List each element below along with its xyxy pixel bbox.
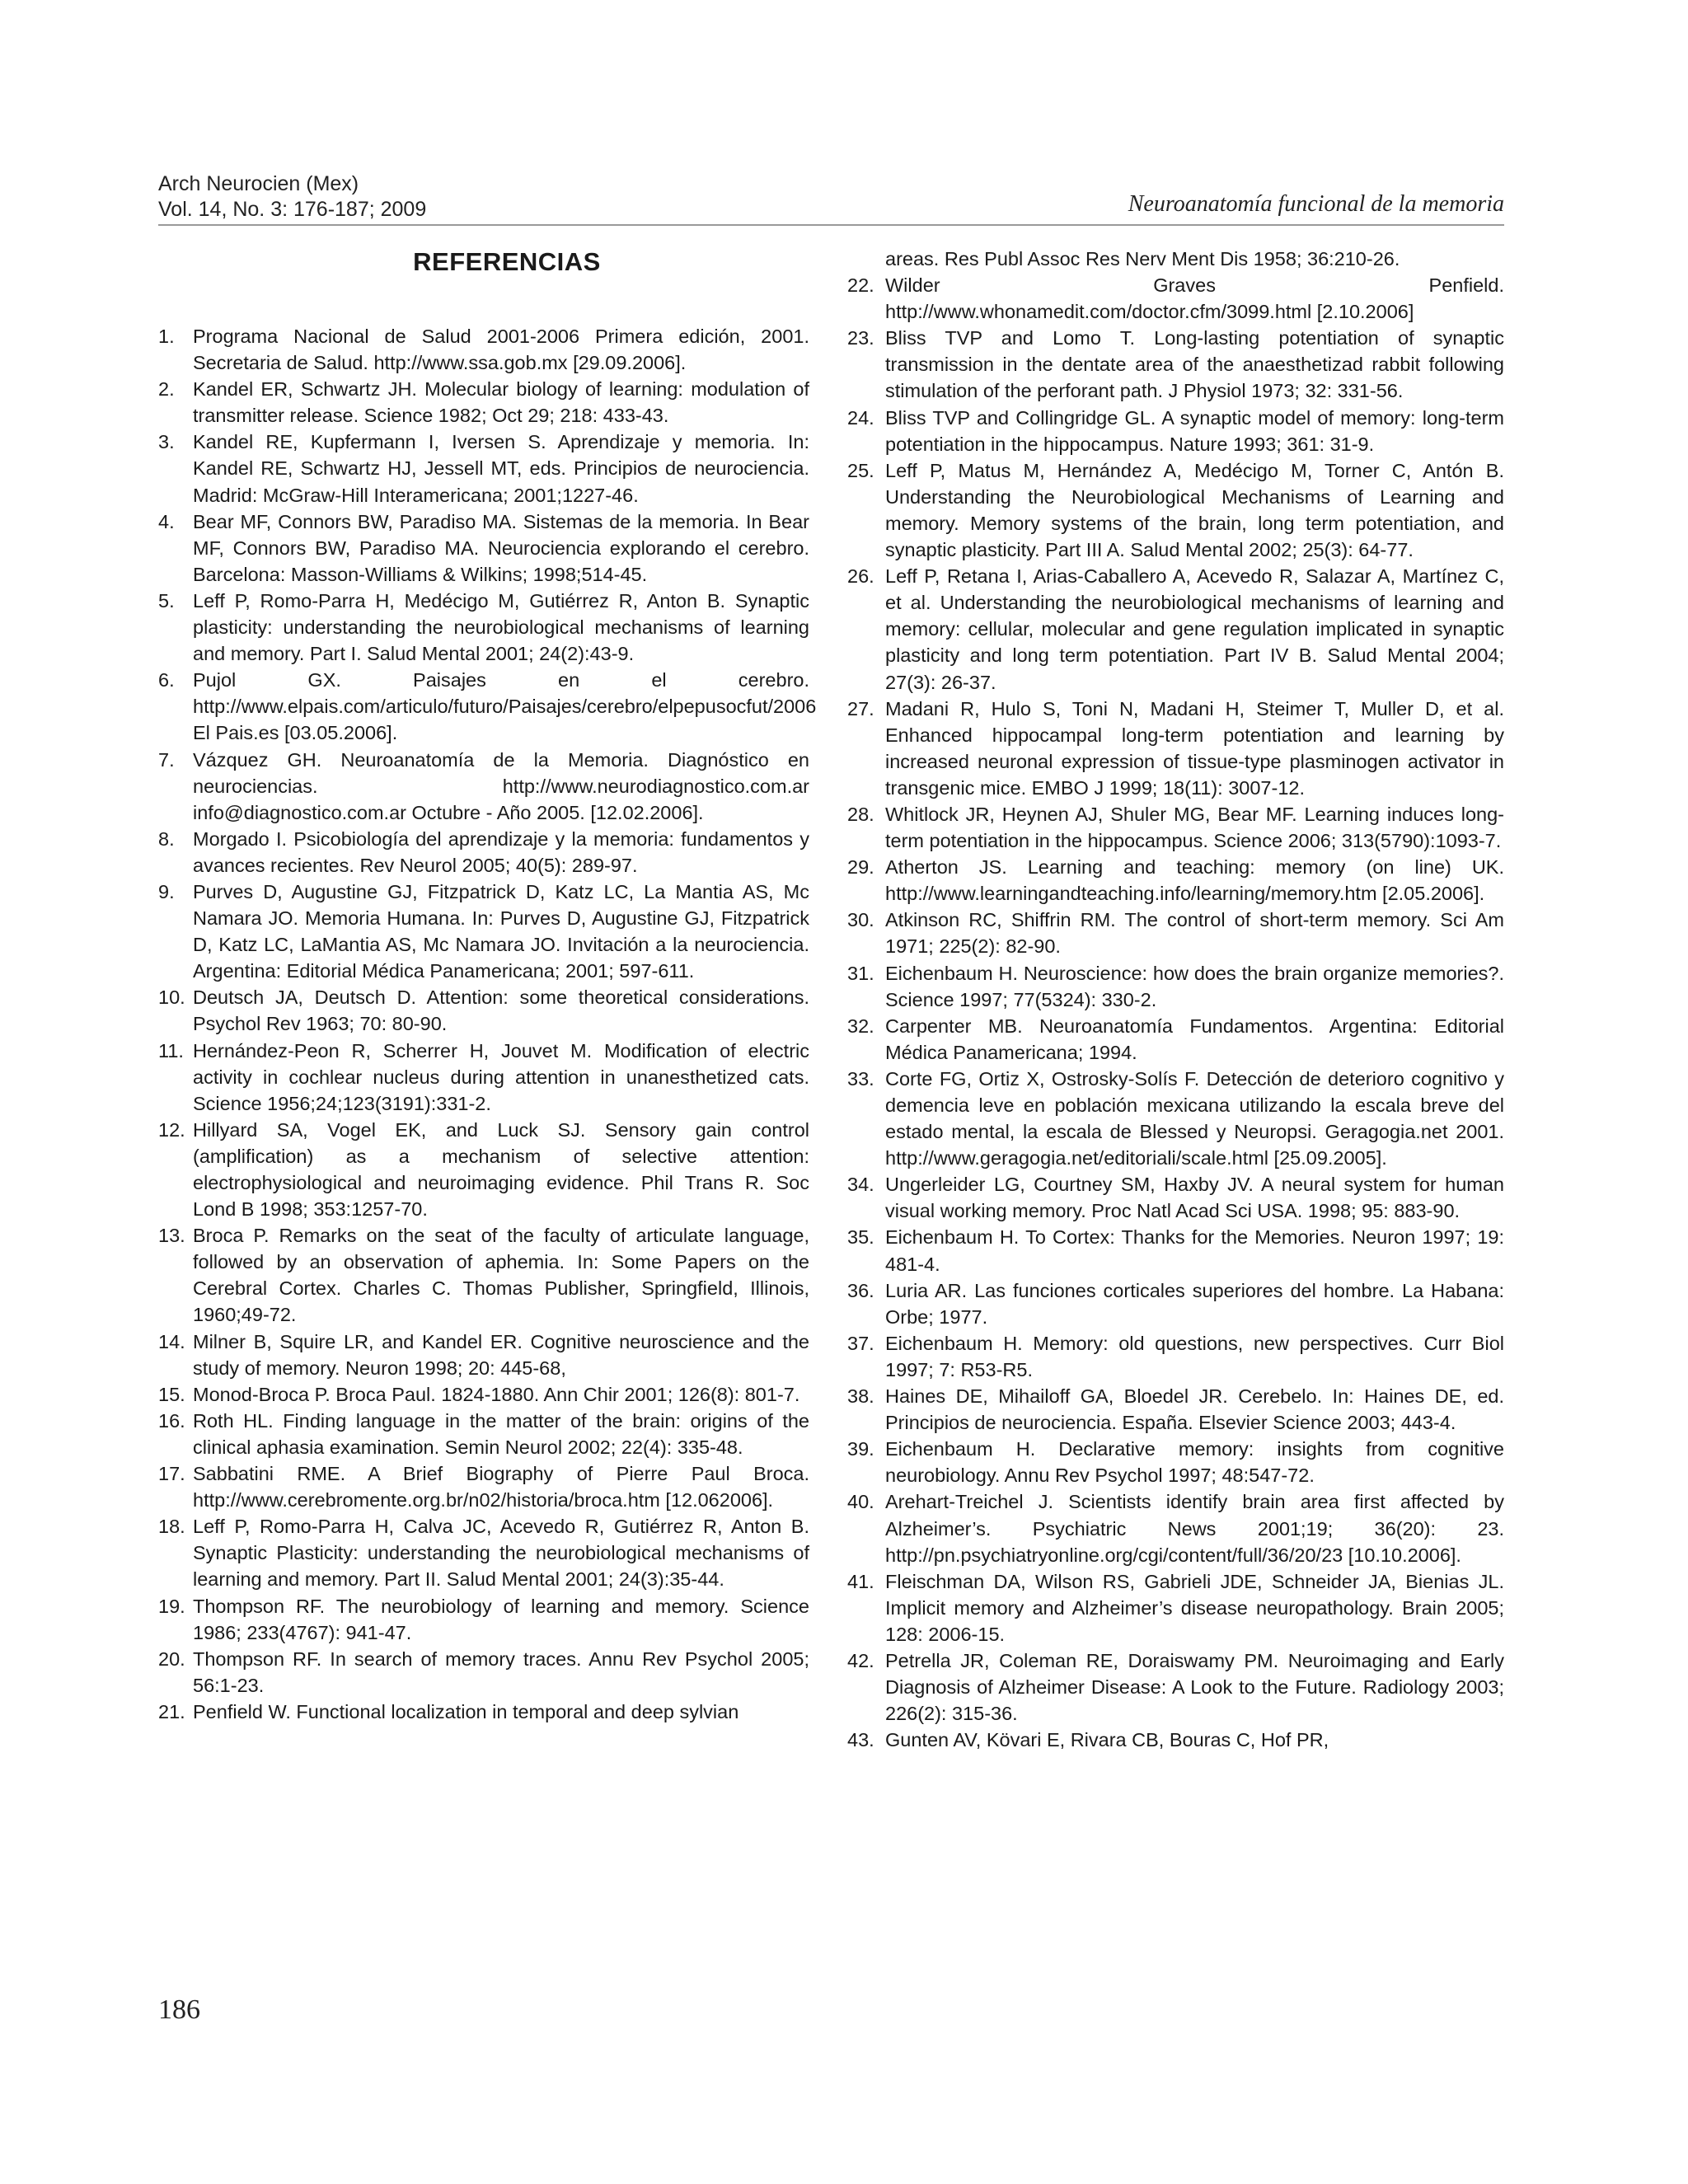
- reference-number: 35.: [847, 1226, 874, 1249]
- reference-text: Leff P, Matus M, Hernández A, Medécigo M, Torner C, Antón B. Understanding the Neurobiological Mechanisms of Learning and memory. Memory systems of the brain, long term potentiation, and synaptic plasticity. Part III A. Salud Mental 2002; 25(3): 64-77.: [885, 459, 1504, 561]
- reference-item: [847, 1436, 1504, 1488]
- reference-text: Broca P. Remarks on the seat of the faculty of articulate language, followed by an observation of aphemia. In: Some Papers on the Cerebral Cortex. Charles C. Thomas Publisher, Springfield, Illinois, 1960;49-72.: [193, 1225, 809, 1326]
- reference-item: [847, 696, 1504, 801]
- reference-text: Eichenbaum H. Declarative memory: insights from cognitive neurobiology. Annu Rev Psychol 1997; 48:547-72.: [885, 1438, 1504, 1487]
- reference-number: 2.: [158, 378, 175, 401]
- reference-item: [158, 1038, 809, 1117]
- reference-text: Leff P, Romo-Parra H, Medécigo M, Gutiérrez R, Anton B. Synaptic plasticity: understanding the neurobiological mechanisms of learning and memory. Part I. Salud Mental 2001; 24(2):43-9.: [193, 589, 809, 665]
- reference-text: Bear MF, Connors BW, Paradiso MA. Sistemas de la memoria. In Bear MF, Connors BW, Paradiso MA. Neurociencia explorando el cerebro. Barcelona: Masson-Williams & Wilkins; 1998;514-45.: [193, 510, 809, 585]
- reference-item: [158, 1381, 809, 1408]
- reference-number: 11.: [158, 1039, 184, 1062]
- reference-text: Thompson RF. In search of memory traces. Annu Rev Psychol 2005; 56:1-23.: [193, 1647, 809, 1696]
- reference-item: [158, 1222, 809, 1328]
- reference-item: [847, 1488, 1504, 1568]
- reference-item: [847, 1277, 1504, 1330]
- reference-number: 6.: [158, 669, 175, 691]
- reference-item: [158, 1408, 809, 1460]
- reference-text: Atherton JS. Learning and teaching: memory (on line) UK. http://www.learningandteaching.info/learning/memory.htm [2.05.2006].: [885, 856, 1504, 905]
- reference-text: Haines DE, Mihailoff GA, Bloedel JR. Cerebelo. In: Haines DE, ed. Principios de neurociencia. España. Elsevier Science 2003; 443-4.: [885, 1385, 1504, 1434]
- reference-number: 31.: [847, 962, 874, 984]
- reference-number: 41.: [847, 1570, 874, 1592]
- header-divider: [158, 224, 1504, 226]
- reference-text: Pujol GX. Paisajes en el cerebro. http://www.elpais.com/articulo/futuro/Paisajes/cerebro/elpepusocfut/2006 El Pais.es [03.05.2006].: [193, 669, 817, 744]
- reference-item: [158, 429, 809, 508]
- reference-item: [847, 854, 1504, 907]
- journal-volume: Vol. 14, No. 3: 176-187; 2009: [158, 198, 427, 221]
- reference-item: [847, 1066, 1504, 1171]
- reference-item: [158, 1646, 809, 1699]
- reference-number: 38.: [847, 1385, 874, 1408]
- reference-number: 22.: [847, 274, 874, 297]
- reference-text: Madani R, Hulo S, Toni N, Madani H, Steimer T, Muller D, et al. Enhanced hippocampal long-term potentiation and learning by increased neuronal expression of tissue-type plasminogen activator in transgenic mice. EMBO J 1999; 18(11): 3007-12.: [885, 697, 1504, 799]
- reference-number: 9.: [158, 880, 175, 902]
- reference-item: [847, 801, 1504, 854]
- reference-number: 25.: [847, 459, 874, 481]
- reference-item: [158, 376, 809, 429]
- reference-text: Fleischman DA, Wilson RS, Gabrieli JDE, Schneider JA, Bienias JL. Implicit memory and Alzheimer’s disease neuropathology. Brain 2005; 128: 2006-15.: [885, 1570, 1504, 1645]
- reference-item: [847, 1647, 1504, 1727]
- reference-item: [158, 879, 809, 984]
- reference-item: [847, 1727, 1504, 1753]
- reference-item: [158, 667, 817, 746]
- reference-item: [847, 1330, 1504, 1383]
- references-list-left: [158, 323, 817, 1725]
- reference-number: 33.: [847, 1067, 874, 1090]
- reference-number: 17.: [158, 1463, 185, 1485]
- reference-text: Roth HL. Finding language in the matter of the brain: origins of the clinical aphasia examination. Semin Neurol 2002; 22(4): 335-48.: [193, 1409, 809, 1458]
- reference-number: 34.: [847, 1174, 874, 1196]
- reference-text: Luria AR. Las funciones corticales superiores del hombre. La Habana: Orbe; 1977.: [885, 1279, 1504, 1328]
- reference-text: Monod-Broca P. Broca Paul. 1824-1880. Ann Chir 2001; 126(8): 801-7.: [193, 1383, 800, 1405]
- reference-text: Kandel ER, Schwartz JH. Molecular biology of learning: modulation of transmitter release. Science 1982; Oct 29; 218: 433-43.: [193, 378, 809, 427]
- reference-number: 5.: [158, 589, 175, 612]
- reference-item: [158, 323, 809, 376]
- reference-number: 20.: [158, 1647, 185, 1670]
- running-title: Neuroanatomía funcional de la memoria: [1128, 191, 1504, 217]
- reference-text: Vázquez GH. Neuroanatomía de la Memoria. Diagnóstico en neurociencias. http://www.neurodiagnostico.com.ar info@diagnostico.com.ar Octubre - Año 2005. [12.02.2006].: [193, 748, 809, 823]
- reference-item: [847, 563, 1504, 695]
- reference-text: Carpenter MB. Neuroanatomía Fundamentos. Argentina: Editorial Médica Panamericana; 1994.: [885, 1015, 1504, 1063]
- reference-number: 7.: [158, 748, 175, 771]
- reference-item: [847, 907, 1504, 959]
- reference-number: 32.: [847, 1015, 874, 1037]
- reference-text: Wilder Graves Penfield. http://www.whonamedit.com/doctor.cfm/3099.html [2.10.2006]: [885, 274, 1504, 323]
- reference-item: [847, 1013, 1504, 1066]
- reference-number: 39.: [847, 1438, 874, 1460]
- reference-text: Eichenbaum H. Neuroscience: how does the brain organize memories?. Science 1997; 77(5324): 330-2.: [885, 962, 1504, 1010]
- reference-item: [158, 747, 809, 826]
- reference-number: 10.: [158, 987, 185, 1009]
- reference-item: [158, 588, 809, 667]
- reference-item: [847, 1224, 1504, 1277]
- reference-item: [847, 405, 1504, 457]
- reference-text: Purves D, Augustine GJ, Fitzpatrick D, Katz LC, La Mantia AS, Mc Namara JO. Memoria Humana. In: Purves D, Augustine GJ, Fitzpatrick D, Katz LC, LaMantia AS, Mc Namara JO. Invitación a la neurociencia. Argentina: Editorial Médica Panamericana; 2001; 597-611.: [193, 880, 809, 982]
- reference-number: 21.: [158, 1700, 185, 1722]
- reference-text: Thompson RF. The neurobiology of learning and memory. Science 1986; 233(4767): 941-47.: [193, 1595, 809, 1643]
- reference-text: Bliss TVP and Collingridge GL. A synaptic model of memory: long-term potentiation in the hippocampus. Nature 1993; 361: 31-9.: [885, 406, 1504, 455]
- journal-name: Arch Neurocien (Mex): [158, 172, 359, 195]
- reference-number: 27.: [847, 697, 874, 719]
- reference-item: [847, 960, 1504, 1013]
- reference-item: [158, 984, 809, 1037]
- reference-text: Leff P, Retana I, Arias-Caballero A, Acevedo R, Salazar A, Martínez C, et al. Understanding the neurobiological mechanisms of learning and memory: cellular, molecular and gene regulation implicated in synaptic plasticity and long term potentiation. Part IV B. Salud Mental 2004; 27(3): 26-37.: [885, 565, 1504, 693]
- page-number: 186: [158, 1994, 200, 2025]
- references-list-right: [847, 246, 1504, 1753]
- reference-item: [847, 1383, 1504, 1436]
- reference-text: Eichenbaum H. To Cortex: Thanks for the Memories. Neuron 1997; 19: 481-4.: [885, 1226, 1504, 1275]
- reference-text: areas. Res Publ Assoc Res Nerv Ment Dis 1958; 36:210-26.: [885, 248, 1400, 269]
- reference-text: Morgado I. Psicobiología del aprendizaje y la memoria: fundamentos y avances recientes. Rev Neurol 2005; 40(5): 289-97.: [193, 827, 809, 876]
- reference-number: 13.: [158, 1225, 185, 1247]
- reference-text: Gunten AV, Kövari E, Rivara CB, Bouras C, Hof PR,: [885, 1729, 1329, 1751]
- reference-item: [847, 325, 1504, 404]
- reference-text: Hillyard SA, Vogel EK, and Luck SJ. Sensory gain control (amplification) as a mechanism of selective attention: electrophysiological and neuroimaging evidence. Phil Trans R. Soc Lond B 1998; 353:1257-70.: [193, 1118, 809, 1221]
- reference-number: 26.: [847, 565, 874, 588]
- reference-item: [158, 1513, 809, 1592]
- reference-item: [158, 1699, 809, 1725]
- reference-item: [158, 1593, 809, 1646]
- reference-item: [158, 1460, 809, 1513]
- reference-text: Penfield W. Functional localization in temporal and deep sylvian: [193, 1700, 739, 1722]
- reference-text: Kandel RE, Kupfermann I, Iversen S. Aprendizaje y memoria. In: Kandel RE, Schwartz HJ, Jessell MT, eds. Principios de neurociencia. Madrid: McGraw-Hill Interamericana; 2001;1227-46.: [193, 431, 809, 506]
- reference-text: Atkinson RC, Shiffrin RM. The control of short-term memory. Sci Am 1971; 225(2): 82-90.: [885, 909, 1504, 958]
- reference-number: 15.: [158, 1383, 185, 1405]
- reference-item: [847, 1568, 1504, 1647]
- reference-number: 16.: [158, 1409, 185, 1432]
- reference-number: 40.: [847, 1491, 874, 1513]
- reference-number: 23.: [847, 327, 874, 349]
- reference-item: [847, 1171, 1504, 1224]
- reference-item: [847, 246, 1504, 272]
- reference-text: Milner B, Squire LR, and Kandel ER. Cognitive neuroscience and the study of memory. Neuron 1998; 20: 445-68,: [193, 1330, 809, 1379]
- reference-item: [158, 1329, 809, 1381]
- reference-number: 3.: [158, 431, 175, 453]
- reference-text: Sabbatini RME. A Brief Biography of Pierre Paul Broca. http://www.cerebromente.org.br/n02/historia/broca.htm [12.062006].: [193, 1463, 809, 1511]
- reference-number: 24.: [847, 406, 874, 429]
- reference-text: Leff P, Romo-Parra H, Calva JC, Acevedo R, Gutiérrez R, Anton B. Synaptic Plasticity: understanding the neurobiological mechanisms of learning and memory. Part II. Salud Mental 2001; 24(3):35-44.: [193, 1516, 809, 1591]
- reference-text: Eichenbaum H. Memory: old questions, new perspectives. Curr Biol 1997; 7: R53-R5.: [885, 1332, 1504, 1380]
- reference-text: Arehart-Treichel J. Scientists identify brain area first affected by Alzheimer’s. Psychiatric News 2001;19; 36(20): 23. http://pn.psychiatryonline.org/cgi/content/full/36/20/23 [10.10.2006].: [885, 1491, 1504, 1566]
- reference-number: 37.: [847, 1332, 874, 1354]
- reference-text: Corte FG, Ortiz X, Ostrosky-Solís F. Detección de deterioro cognitivo y demencia leve en población mexicana utilizando la escala breve del estado mental, la escala de Blessed y Neuropsi. Geragogia.net 2001. http://www.geragogia.net/editoriali/scale.html [25.09.2005].: [885, 1067, 1504, 1169]
- reference-number: 1.: [158, 326, 175, 347]
- reference-text: Bliss TVP and Lomo T. Long-lasting potentiation of synaptic transmission in the dentate area of the anaesthetizad rabbit following stimulation of the perforant path. J Physiol 1973; 32: 331-56.: [885, 327, 1504, 402]
- reference-text: Whitlock JR, Heynen AJ, Shuler MG, Bear MF. Learning induces long-term potentiation in the hippocampus. Science 2006; 313(5790):1093-7.: [885, 803, 1504, 852]
- reference-item: [158, 1117, 809, 1222]
- reference-number: 43.: [847, 1729, 874, 1751]
- reference-number: 8.: [158, 827, 175, 850]
- reference-number: 4.: [158, 510, 175, 532]
- reference-text: Hernández-Peon R, Scherrer H, Jouvet M. Modification of electric activity in cochlear nucleus during attention in unanesthetized cats. Science 1956;24;123(3191):331-2.: [193, 1039, 809, 1114]
- reference-item: [847, 457, 1504, 563]
- reference-text: Deutsch JA, Deutsch D. Attention: some theoretical considerations. Psychol Rev 1963; 70: 80-90.: [193, 987, 809, 1035]
- reference-number: 29.: [847, 856, 874, 879]
- reference-number: 12.: [158, 1118, 185, 1141]
- section-title: REFERENCIAS: [413, 247, 601, 276]
- reference-item: [158, 509, 809, 588]
- reference-number: 19.: [158, 1595, 185, 1617]
- reference-item: [847, 272, 1504, 325]
- reference-text: Petrella JR, Coleman RE, Doraiswamy PM. Neuroimaging and Early Diagnosis of Alzheimer Disease: A Look to the Future. Radiology 2003; 226(2): 315-36.: [885, 1649, 1504, 1725]
- reference-number: 42.: [847, 1649, 874, 1671]
- reference-item: [158, 826, 809, 879]
- reference-number: 18.: [158, 1516, 185, 1538]
- reference-text: Programa Nacional de Salud 2001-2006 Primera edición, 2001. Secretaria de Salud. http://www.ssa.gob.mx [29.09.2006].: [193, 326, 809, 374]
- journal-header: [158, 171, 426, 223]
- reference-text: Ungerleider LG, Courtney SM, Haxby JV. A neural system for human visual working memory. Proc Natl Acad Sci USA. 1998; 95: 883-90.: [885, 1174, 1504, 1222]
- reference-number: 36.: [847, 1279, 874, 1301]
- reference-number: 28.: [847, 803, 874, 825]
- reference-number: 30.: [847, 909, 874, 931]
- reference-number: 14.: [158, 1330, 185, 1352]
